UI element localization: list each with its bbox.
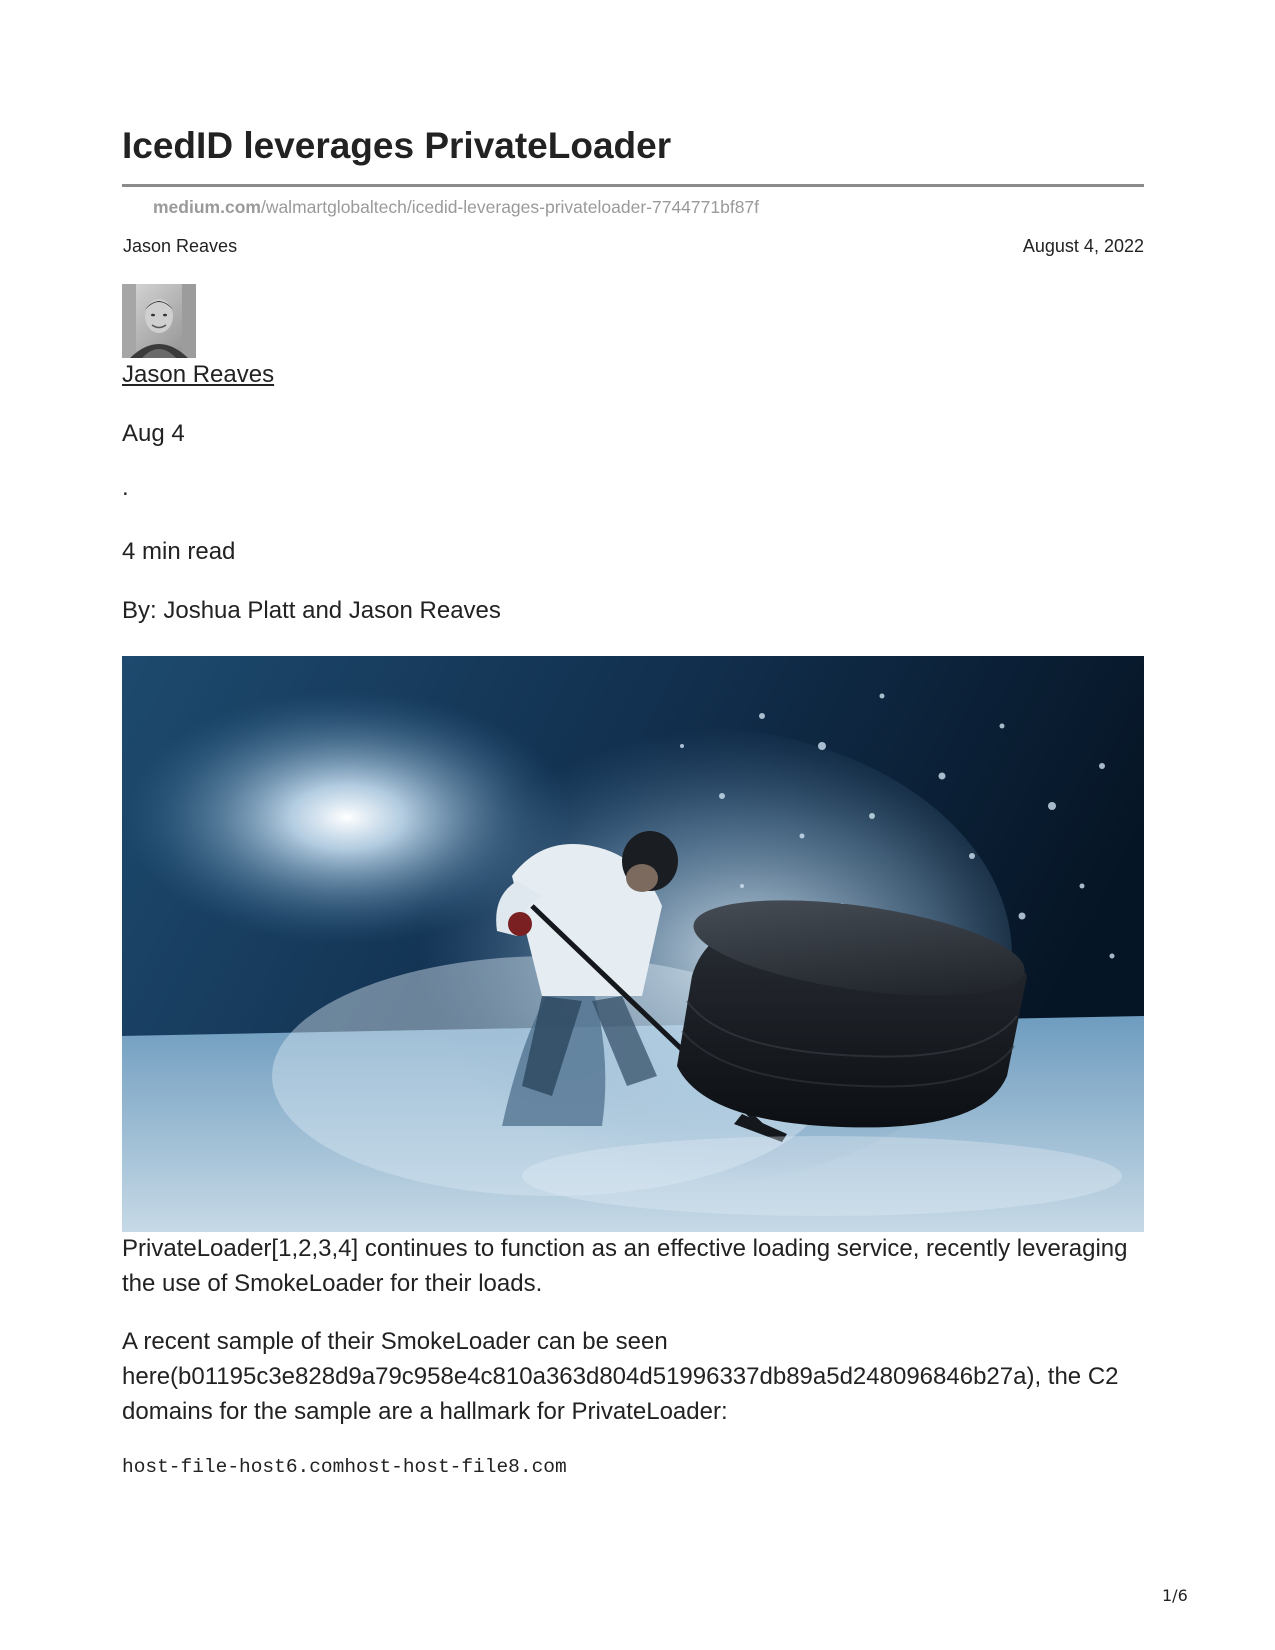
byline: By: Joshua Platt and Jason Reaves bbox=[122, 597, 501, 624]
meta-separator: . bbox=[122, 474, 129, 501]
read-time: 4 min read bbox=[122, 538, 236, 565]
hockey-player-image bbox=[122, 656, 1144, 1232]
title-divider bbox=[122, 184, 1144, 187]
hero-image bbox=[122, 656, 1144, 1232]
paragraph-1: PrivateLoader[1,2,3,4] continues to function as an effective loading service, recently leveraging the use of SmokeLoader for their loads. bbox=[122, 1235, 1128, 1297]
source-url-path: /walmartglobaltech/icedid-leverages-privateloader-7744771bf87f bbox=[260, 197, 760, 217]
meta-author: Jason Reaves bbox=[123, 236, 238, 256]
author-link[interactable]: Jason Reaves bbox=[122, 361, 275, 388]
source-url[interactable] bbox=[153, 197, 759, 218]
paragraph-2: A recent sample of their SmokeLoader can be seen here(b01195c3e828d9a79c958e4c810a363d804d51996337db89a5d248096846b27a), the C2 domains for the sample are a hallmark for PrivateLoader: bbox=[122, 1328, 1119, 1425]
post-date: Aug 4 bbox=[122, 420, 185, 447]
meta-date: August 4, 2022 bbox=[1022, 236, 1144, 256]
page-number: 1/6 bbox=[1162, 1586, 1188, 1605]
avatar[interactable] bbox=[122, 284, 196, 358]
source-url-domain: medium.com bbox=[153, 197, 261, 217]
avatar-photo bbox=[122, 284, 196, 358]
page-title: IcedID leverages PrivateLoader bbox=[122, 125, 672, 166]
code-block: host-file-host6.comhost-host-file8.com bbox=[122, 1456, 567, 1478]
